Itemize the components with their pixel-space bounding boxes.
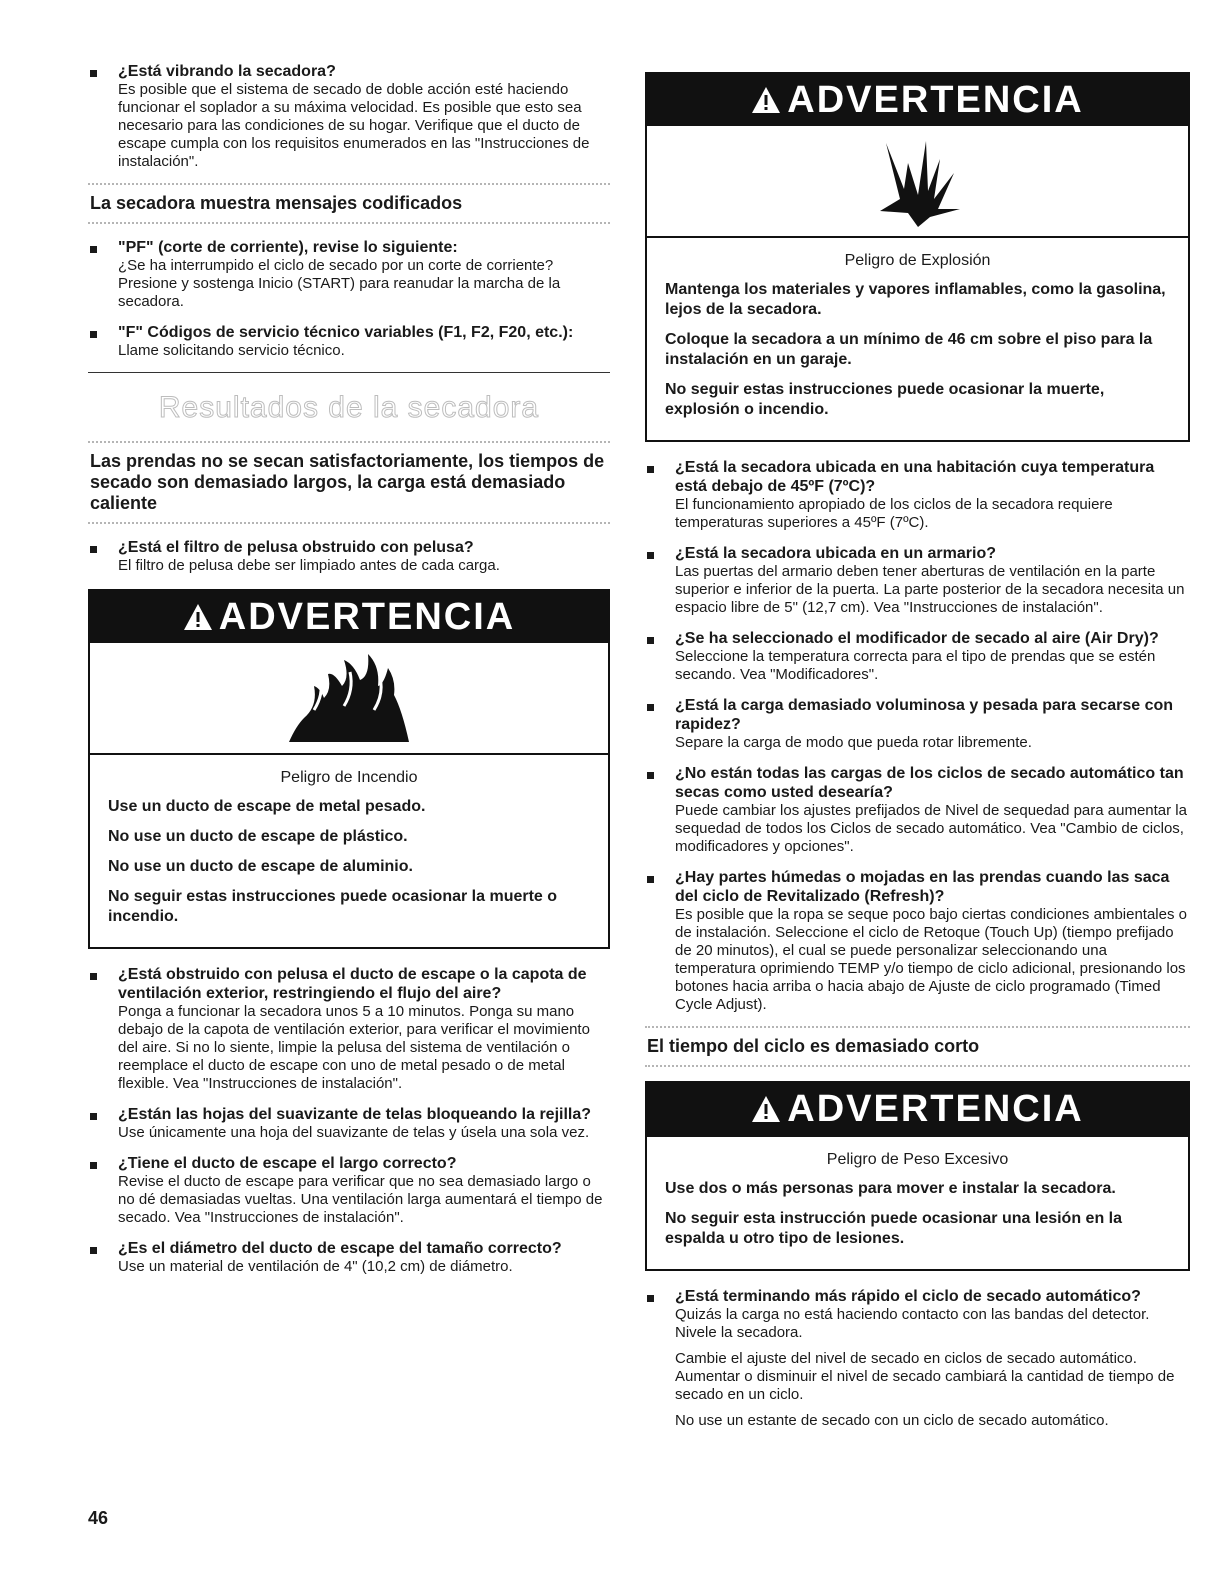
list-item: [88, 1239, 610, 1276]
answer: Use únicamente una hoja del suavizante de telas y úsela una sola vez.: [118, 1124, 590, 1141]
question: ¿Es el diámetro del ducto de escape del tamaño correcto?: [118, 1240, 562, 1257]
question: ¿Está el filtro de pelusa obstruido con pelusa?: [118, 539, 474, 556]
question: ¿Está la secadora ubicada en una habitación cuya temperatura está debajo de 45ºF (7ºC)?: [675, 459, 1155, 495]
answer: Seleccione la temperatura correcta para el tipo de prendas que se estén secando. Vea "Modificadores".: [675, 648, 1156, 683]
list-item: [645, 696, 1190, 752]
left-column: [88, 62, 610, 1288]
list-item: [645, 629, 1190, 684]
answer: Ponga a funcionar la secadora unos 5 a 10 minutos. Ponga su mano debajo de la capota de ventilación exterior, para verificar el movimiento del aire. Si no lo siente, limpie la pelusa del sistema de ventilación o reemplace el ducto de escape con uno de metal pesado o de metal flexible. Vea "Instrucciones de instalación".: [118, 1003, 590, 1092]
section-heading: La secadora muestra mensajes codificados: [88, 183, 610, 224]
warning-line: Use un ducto de escape de metal pesado.: [108, 798, 426, 815]
warning-line: No use un ducto de escape de plástico.: [108, 828, 408, 845]
section-heading: El tiempo del ciclo es demasiado corto: [645, 1026, 1190, 1067]
answer: El funcionamiento apropiado de los ciclos de la secadora requiere temperaturas superiores a 45ºF (7ºC).: [675, 496, 1113, 531]
answer: Revise el ducto de escape para verificar que no sea demasiado largo o no dé demasiadas vueltas. Una ventilación larga aumentará el tiempo de secado. Vea "Instrucciones de instalación".: [118, 1173, 603, 1226]
warning-line: Coloque la secadora a un mínimo de 46 cm sobre el piso para la instalación en un garaje.: [665, 331, 1153, 368]
list-item: [88, 62, 610, 171]
list-item: [88, 965, 610, 1093]
question: ¿Hay partes húmedas o mojadas en las prendas cuando las saca del ciclo de Revitalizado (Refresh)?: [675, 869, 1170, 905]
list-item: [645, 1287, 1190, 1430]
warning-triangle-icon: [183, 603, 213, 631]
question: ¿Está terminando más rápido el ciclo de secado automático?: [675, 1288, 1141, 1305]
warning-line: No use un ducto de escape de aluminio.: [108, 858, 413, 875]
question: ¿Está obstruido con pelusa el ducto de escape o la capota de ventilación exterior, restringiendo el flujo del aire?: [118, 966, 587, 1002]
answer: No use un estante de secado con un ciclo de secado automático.: [675, 1412, 1109, 1429]
answer: Cambie el ajuste del nivel de secado en ciclos de secado automático. Aumentar o disminuir el nivel de secado cambiará la cantidad de tiempo de secado en un ciclo.: [675, 1350, 1175, 1403]
explosion-icon: [647, 126, 1188, 238]
list-item: [645, 868, 1190, 1014]
list-item: [88, 538, 610, 575]
answer: Puede cambiar los ajustes prefijados de Nivel de sequedad para aumentar la sequedad de todos los Ciclos de secado automático. Vea "Cambio de ciclos, modificadores y opciones".: [675, 802, 1187, 855]
question: ¿No están todas las cargas de los ciclos de secado automático tan secas como usted desearía?: [675, 765, 1184, 801]
fire-icon: [90, 643, 608, 755]
warning-line: No seguir estas instrucciones puede ocasionar la muerte o incendio.: [108, 888, 558, 925]
answer: Es posible que la ropa se seque poco bajo ciertas condiciones ambientales o de instalación. Seleccione el ciclo de Retoque (Touch Up) (tiempo prefijado de 20 minutos), el cual se puede personalizar seleccionando una temperatura oprimiendo TEMP y/o tiempo de ciclo adicional, presionando los botones hacia arriba o hacia abajo de Ajuste de ciclo programado (Timed Cycle Adjust).: [675, 906, 1187, 1013]
warning-line: Mantenga los materiales y vapores inflamables, como la gasolina, lejos de la secadora.: [665, 281, 1166, 318]
answer: ¿Se ha interrumpido el ciclo de secado por un corte de corriente? Presione y sostenga Inicio (START) para reanudar la marcha de la secadora.: [118, 257, 561, 310]
answer: Use un material de ventilación de 4" (10,2 cm) de diámetro.: [118, 1258, 513, 1275]
page-number: 46: [88, 1508, 109, 1528]
warning-subtitle: Peligro de Peso Excesivo: [826, 1151, 1009, 1168]
warning-line: No seguir esta instrucción puede ocasionar una lesión en la espalda u otro tipo de lesiones.: [665, 1210, 1123, 1247]
question: "PF" (corte de corriente), revise lo siguiente:: [118, 239, 458, 256]
answer: Es posible que el sistema de secado de doble acción esté haciendo funcionar el soplador a su máxima velocidad. Es posible que esto sea necesario para las condiciones de su hogar. Verifique que el ducto de escape cumpla con los requisitos enumerados en las "Instrucciones de instalación".: [118, 81, 590, 170]
list-item: [645, 458, 1190, 532]
question: ¿Tiene el ducto de escape el largo correcto?: [118, 1155, 457, 1172]
question: ¿Está la secadora ubicada en un armario?: [675, 545, 996, 562]
warning-triangle-icon: [751, 1095, 781, 1123]
warning-subtitle: Peligro de Explosión: [844, 252, 991, 269]
warning-line: No seguir estas instrucciones puede ocasionar la muerte, explosión o incendio.: [665, 381, 1105, 418]
right-column: [645, 72, 1190, 1442]
fire-warning-box: [88, 589, 610, 949]
question: "F" Códigos de servicio técnico variables (F1, F2, F20, etc.):: [118, 324, 574, 341]
weight-warning-box: [645, 1081, 1190, 1271]
question: ¿Se ha seleccionado el modificador de secado al aire (Air Dry)?: [675, 630, 1159, 647]
section-title: Resultados de la secadora: [158, 391, 540, 424]
answer: Las puertas del armario deben tener aberturas de ventilación en la parte superior e inferior de la puerta. La parte posterior de la secadora necesita un espacio libre de 5" (12,7 cm). Vea "Instrucciones de instalación".: [675, 563, 1185, 616]
list-item: [88, 323, 610, 360]
answer: Llame solicitando servicio técnico.: [118, 342, 345, 359]
question: ¿Está vibrando la secadora?: [118, 63, 336, 80]
list-item: [88, 1154, 610, 1227]
section-heading: Las prendas no se secan satisfactoriamente, los tiempos de secado son demasiado largos, la carga está demasiado caliente: [88, 441, 610, 524]
answer: Separe la carga de modo que pueda rotar libremente.: [675, 734, 1032, 751]
list-item: [645, 764, 1190, 856]
list-item: [88, 1105, 610, 1142]
warning-line: Use dos o más personas para mover e instalar la secadora.: [665, 1180, 1116, 1197]
explosion-warning-box: [645, 72, 1190, 442]
warning-title: ADVERTENCIA: [90, 591, 608, 643]
warning-title: ADVERTENCIA: [647, 1083, 1188, 1135]
answer: El filtro de pelusa debe ser limpiado antes de cada carga.: [118, 557, 500, 574]
list-item: [645, 544, 1190, 617]
warning-title: ADVERTENCIA: [647, 74, 1188, 126]
question: ¿Está la carga demasiado voluminosa y pesada para secarse con rapidez?: [675, 697, 1174, 733]
list-item: [88, 238, 610, 311]
warning-triangle-icon: [751, 86, 781, 114]
question: ¿Están las hojas del suavizante de telas bloqueando la rejilla?: [118, 1106, 592, 1123]
answer: Quizás la carga no está haciendo contacto con las bandas del detector. Nivele la secadora.: [675, 1306, 1150, 1341]
warning-subtitle: Peligro de Incendio: [280, 769, 418, 786]
